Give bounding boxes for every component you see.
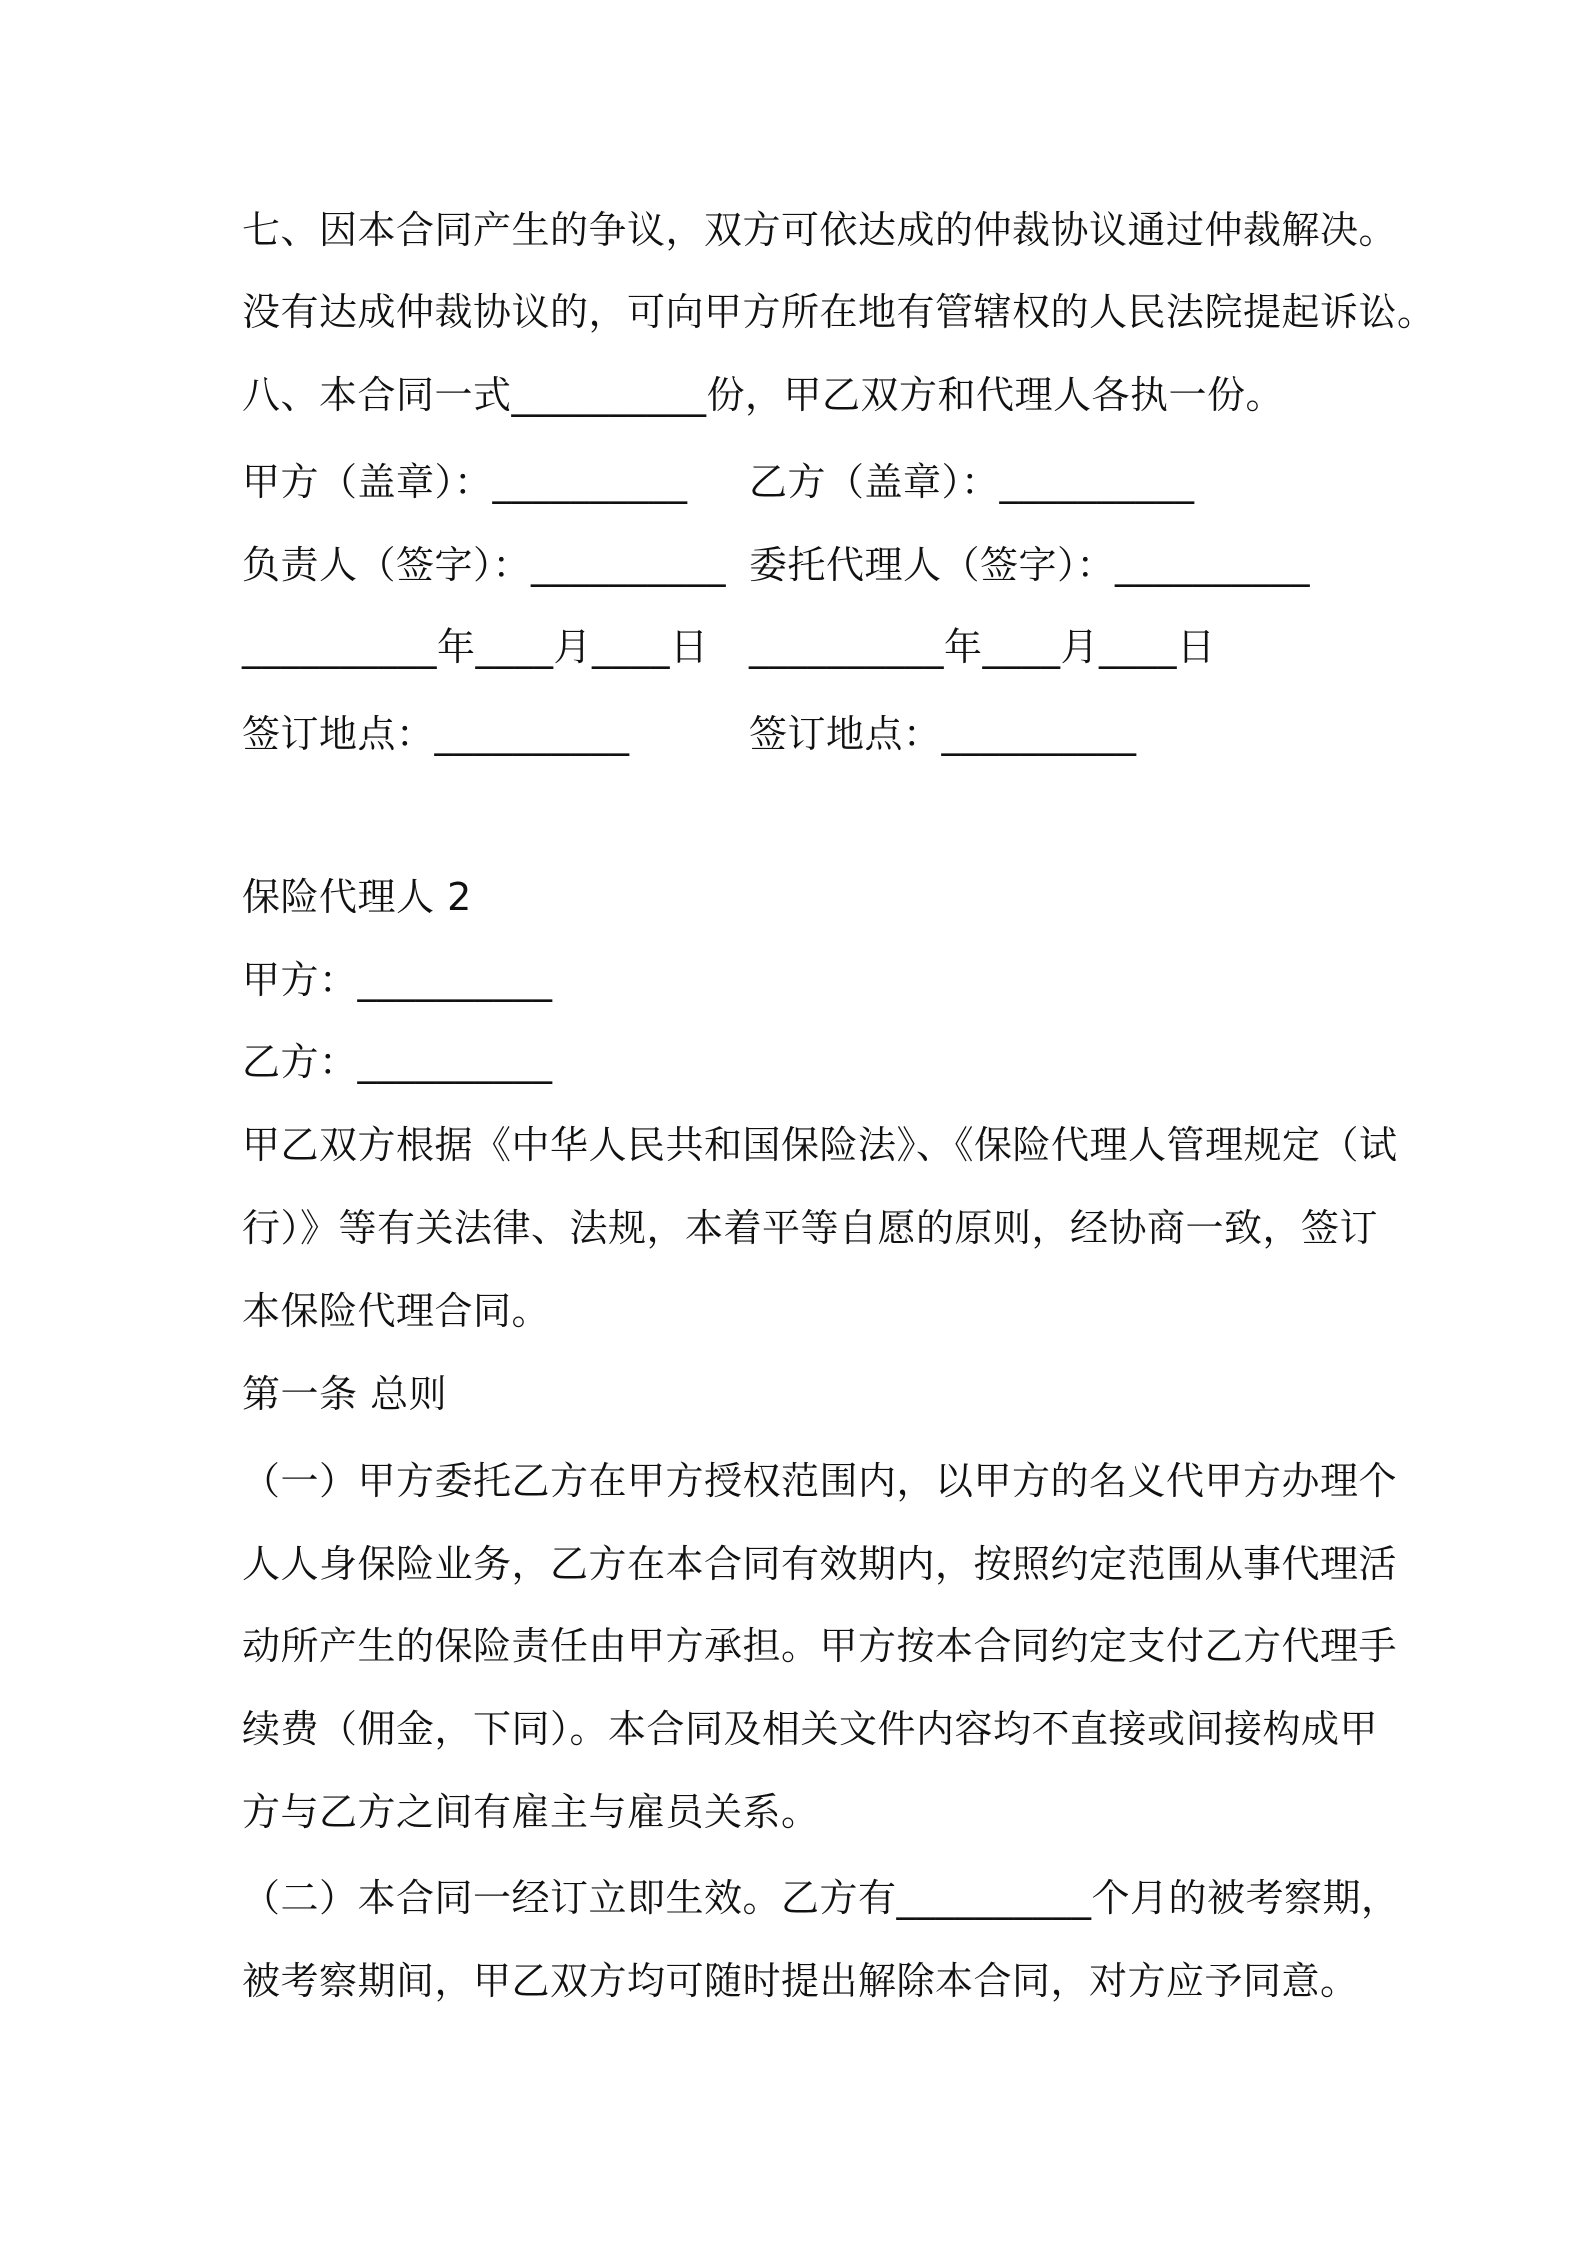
clause-1-line-3: 动所产生的保险责任由甲方承担。甲方按本合同约定支付乙方代理手 [242,1624,1398,1668]
clause-8: 八、本合同一式__________份，甲乙双方和代理人各执一份。 [242,373,1285,417]
clause-2-line-2: 被考察期间，甲乙双方均可随时提出解除本合同，对方应予同意。 [242,1959,1359,2003]
agent-signature: 委托代理人（签字）：__________ [749,543,1311,587]
signing-place-right: 签订地点：__________ [749,712,1137,756]
clause-1-line-5: 方与乙方之间有雇主与雇员关系。 [242,1790,820,1834]
date-right: __________年____月____日 [749,625,1216,669]
clause-1-line-2: 人人身保险业务，乙方在本合同有效期内，按照约定范围从事代理活 [242,1542,1398,1586]
party-b-seal: 乙方（盖章）：__________ [749,460,1195,504]
principal-signature: 负责人（签字）：__________ [242,543,727,587]
clause-7-line-2: 没有达成仲裁协议的，可向甲方所在地有管辖权的人民法院提起诉讼。 [242,290,1436,334]
contract-2-title: 保险代理人 2 [242,875,472,919]
preamble-line-3: 本保险代理合同。 [242,1289,551,1333]
signing-place-left: 签订地点：__________ [242,712,630,756]
clause-2-line-1: （二）本合同一经订立即生效。乙方有__________个月的被考察期， [242,1876,1400,1920]
party-a-seal: 甲方（盖章）：__________ [242,460,688,504]
contract-2-party-b: 乙方：__________ [242,1040,553,1084]
clause-7-line-1: 七、因本合同产生的争议，双方可依达成的仲裁协议通过仲裁解决。 [242,208,1398,252]
clause-1-line-4: 续费（佣金，下同）。本合同及相关文件内容均不直接或间接构成甲 [242,1707,1379,1751]
date-left: __________年____月____日 [242,625,709,669]
preamble-line-1: 甲乙双方根据《中华人民共和国保险法》、《保险代理人管理规定（试 [242,1123,1398,1167]
article-1-heading: 第一条 总则 [242,1372,448,1416]
preamble-line-2: 行）》等有关法律、法规，本着平等自愿的原则，经协商一致，签订 [242,1206,1379,1250]
contract-2-party-a: 甲方：__________ [242,958,553,1002]
clause-1-line-1: （一）甲方委托乙方在甲方授权范围内，以甲方的名义代甲方办理个 [242,1459,1398,1503]
